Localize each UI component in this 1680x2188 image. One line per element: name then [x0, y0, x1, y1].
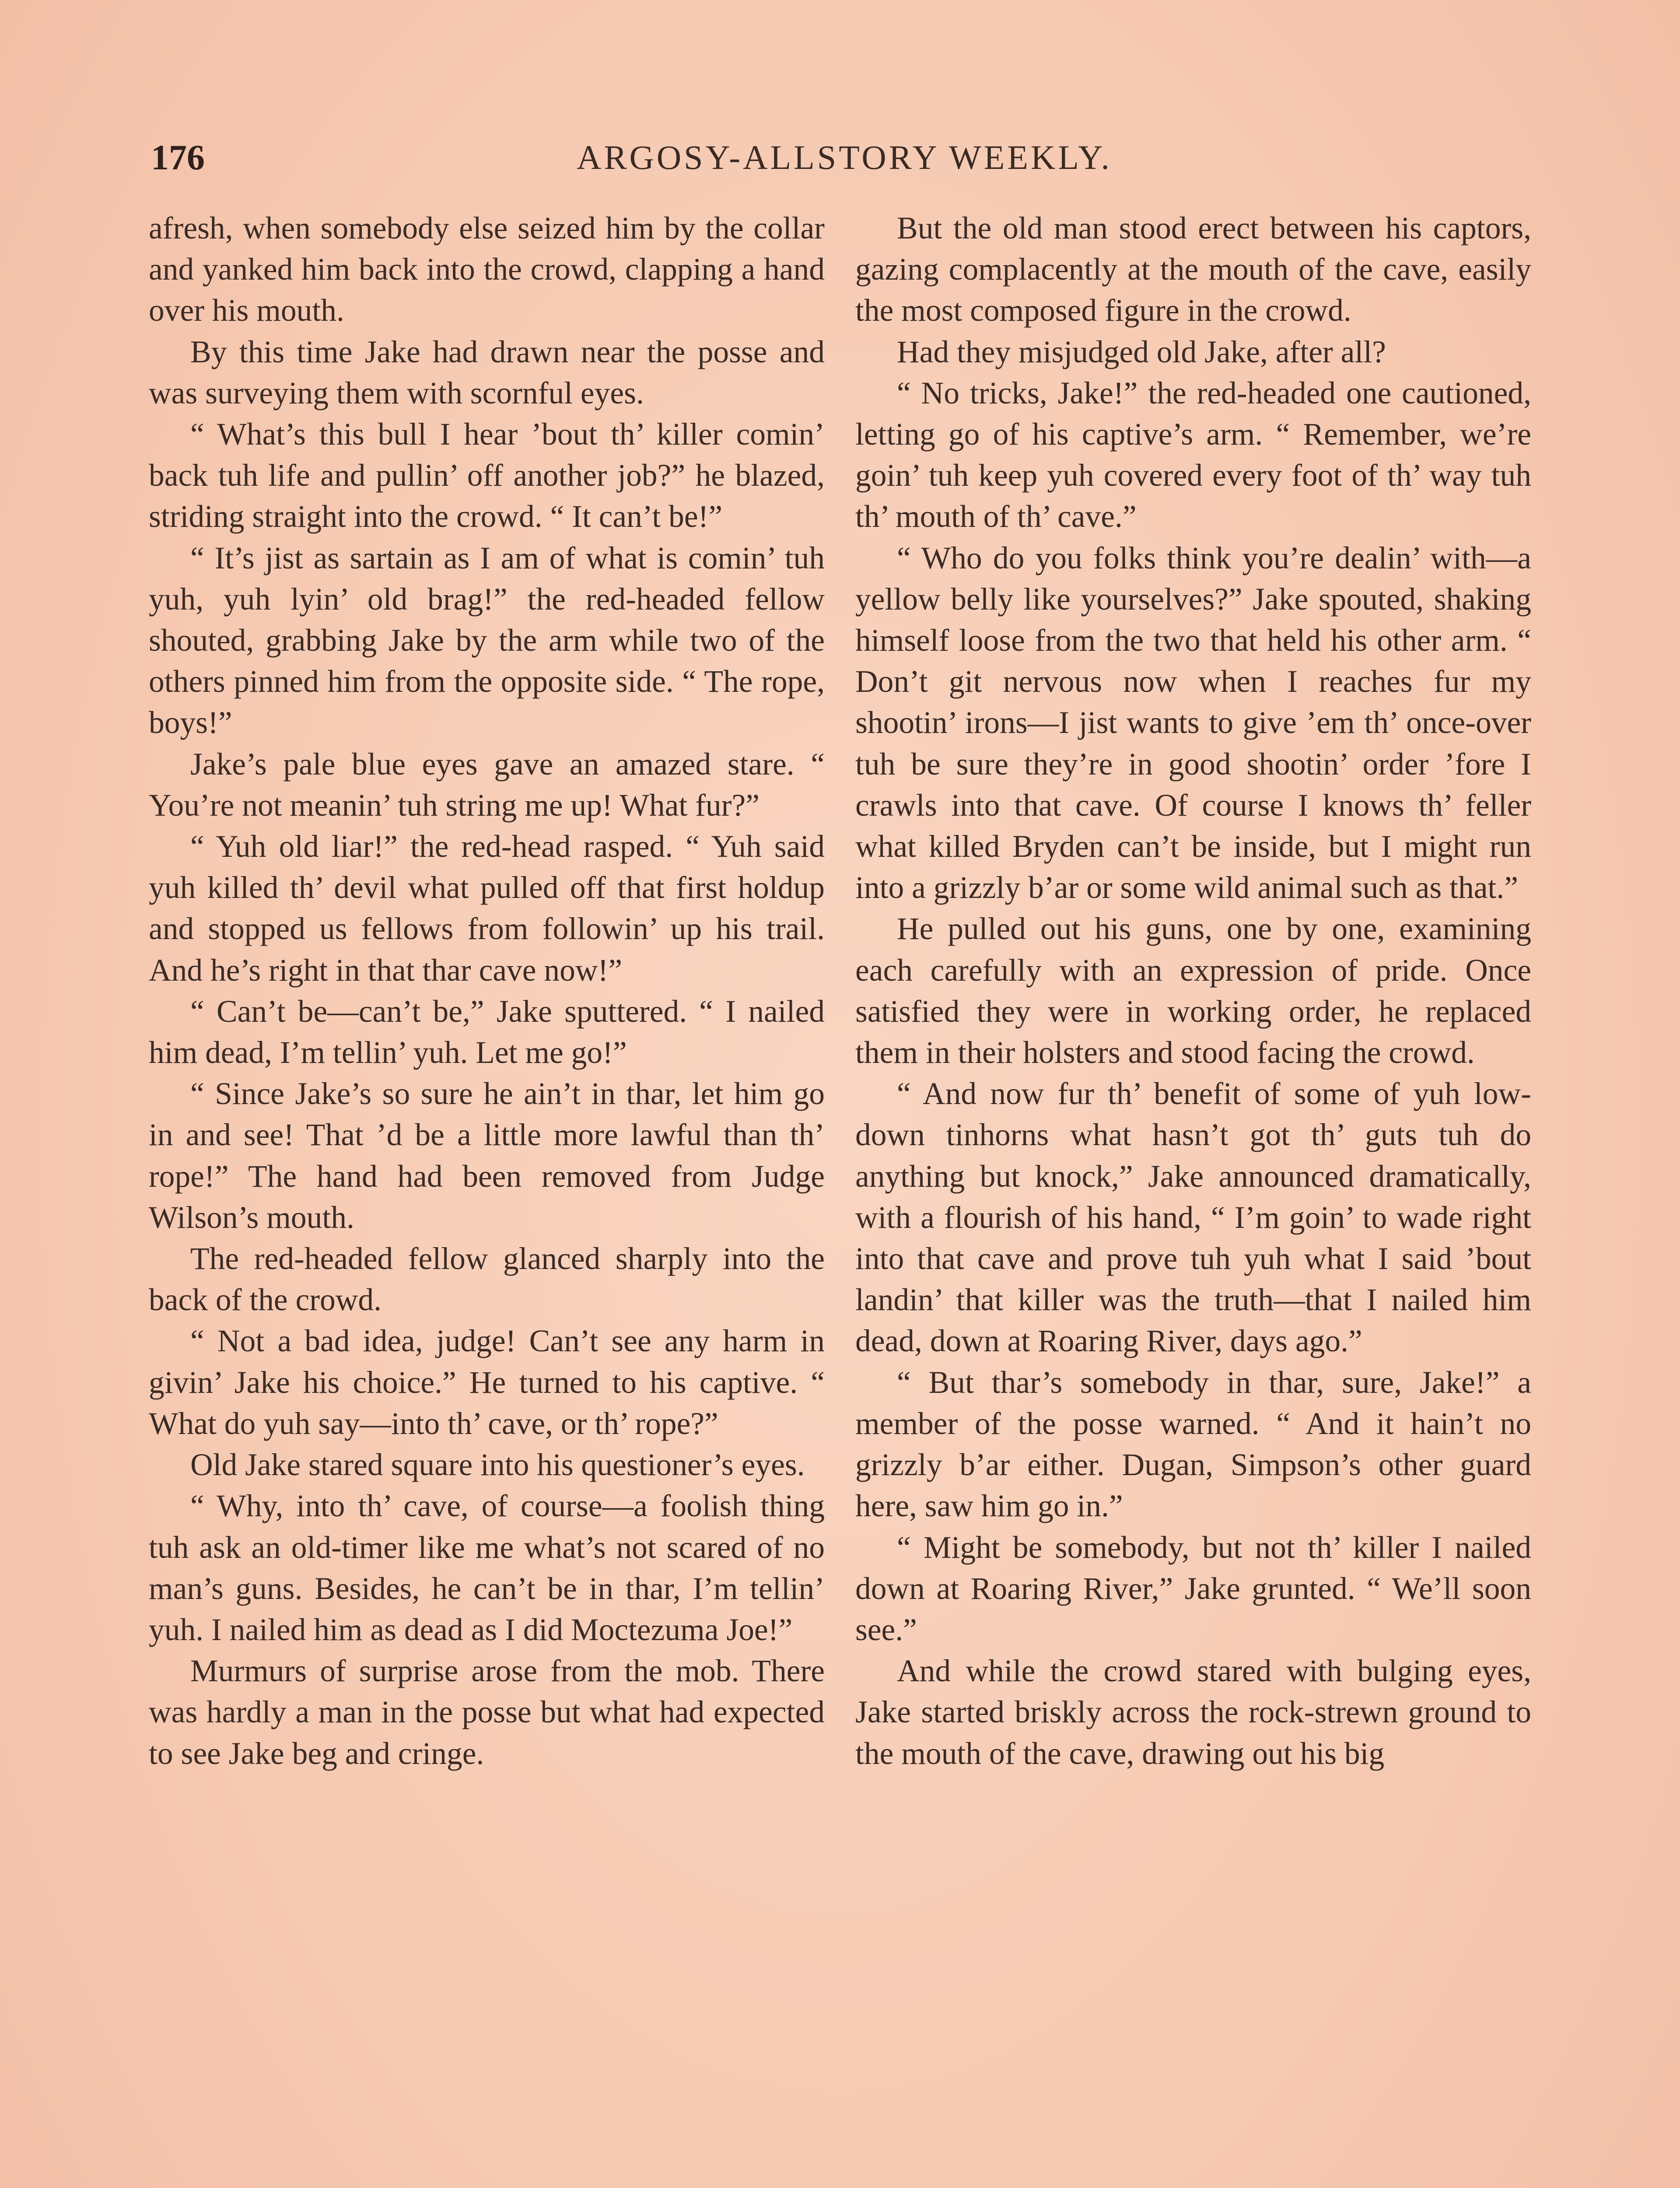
- right-column: [855, 208, 1531, 1774]
- paragraph: Jake’s pale blue eyes gave an amazed stare. “ You’re not meanin’ tuh string me up! What fur?”: [149, 747, 825, 823]
- page-header: [151, 133, 1538, 182]
- paragraph: “ Yuh old liar!” the red-head rasped. “ Yuh said yuh killed th’ devil what pulled off that first holdup and stopped us fellows from followin’ up his trail. And he’s right in that thar cave now!”: [149, 829, 825, 988]
- paragraph: “ Not a bad idea, judge! Can’t see any harm in givin’ Jake his choice.” He turned to his captive. “ What do yuh say—into th’ cave, or th’ rope?”: [149, 1324, 825, 1441]
- running-head: ARGOSY-ALLSTORY WEEKLY.: [577, 138, 1112, 176]
- paragraph: afresh, when somebody else seized him by the collar and yanked him back into the crowd, clapping a hand over his mouth.: [149, 211, 825, 328]
- text-columns: [149, 208, 1540, 2188]
- paragraph: Murmurs of surprise arose from the mob. There was hardly a man in the posse but what had expected to see Jake beg and cringe.: [149, 1654, 825, 1771]
- paragraph: “ And now fur th’ benefit of some of yuh low-down tinhorns what hasn’t got th’ guts tuh do anything but knock,” Jake announced dramatically, with a flourish of his hand, “ I’m goin’ to wade right into that cave and prove tuh yuh what I said ’bout landin’ that killer was the truth—that I nailed him dead, down at Roaring River, days ago.”: [855, 1076, 1531, 1359]
- paragraph: By this time Jake had drawn near the posse and was surveying them with scornful eyes.: [149, 334, 825, 410]
- paragraph: “ What’s this bull I hear ’bout th’ killer comin’ back tuh life and pullin’ off another job?” he blazed, striding straight into the crowd. “ It can’t be!”: [149, 417, 825, 534]
- paragraph: The red-headed fellow glanced sharply into the back of the crowd.: [149, 1241, 825, 1318]
- paragraph: Old Jake stared square into his questioner’s eyes.: [190, 1448, 805, 1483]
- paragraph: And while the crowd stared with bulging eyes, Jake started briskly across the rock-strewn ground to the mouth of the cave, drawing out his big: [855, 1654, 1531, 1771]
- paragraph: “ No tricks, Jake!” the red-headed one cautioned, letting go of his captive’s arm. “ Remember, we’re goin’ tuh keep yuh covered every foot of th’ way tuh th’ mouth of th’ cave.”: [855, 375, 1531, 534]
- paragraph: “ It’s jist as sartain as I am of what is comin’ tuh yuh, yuh lyin’ old brag!” the red-headed fellow shouted, grabbing Jake by the arm while two of the others pinned him from the opposite side. “ The rope, boys!”: [149, 540, 825, 740]
- paragraph: “ Why, into th’ cave, of course—a foolish thing tuh ask an old-timer like me what’s not scared of no man’s guns. Besides, he can’t be in thar, I’m tellin’ yuh. I nailed him as dead as I did Moctezuma Joe!”: [149, 1489, 825, 1647]
- paragraph: But the old man stood erect between his captors, gazing complacently at the mouth of the cave, easily the most composed figure in the crowd.: [855, 211, 1531, 328]
- paragraph: “ Can’t be—can’t be,” Jake sputtered. “ I nailed him dead, I’m tellin’ yuh. Let me go!”: [149, 994, 825, 1070]
- page-number: 176: [151, 137, 205, 177]
- paragraph: “ Might be somebody, but not th’ killer I nailed down at Roaring River,” Jake grunted. “ We’ll soon see.”: [855, 1530, 1531, 1647]
- paragraph: Had they misjudged old Jake, after all?: [897, 334, 1386, 369]
- paragraph: “ But thar’s somebody in thar, sure, Jake!” a member of the posse warned. “ And it hain’t no grizzly b’ar either. Dugan, Simpson’s other guard here, saw him go in.”: [855, 1365, 1531, 1524]
- paragraph: “ Since Jake’s so sure he ain’t in thar, let him go in and see! That ’d be a little more lawful than th’ rope!” The hand had been removed from Judge Wilson’s mouth.: [149, 1076, 825, 1235]
- paragraph: “ Who do you folks think you’re dealin’ with—a yellow belly like yourselves?” Jake spouted, shaking himself loose from the two that held his other arm. “ Don’t git nervous now when I reaches fur my shootin’ irons—I jist wants to give ’em th’ once-over tuh be sure they’re in good shootin’ order ’fore I crawls into that cave. Of course I knows th’ feller what killed Bryden can’t be inside, but I might run into a grizzly b’ar or some wild animal such as that.”: [855, 540, 1531, 905]
- paragraph: He pulled out his guns, one by one, examining each carefully with an expression of pride. Once satisfied they were in working order, he replaced them in their holsters and stood facing the crowd.: [855, 912, 1531, 1070]
- left-column: [149, 208, 825, 1774]
